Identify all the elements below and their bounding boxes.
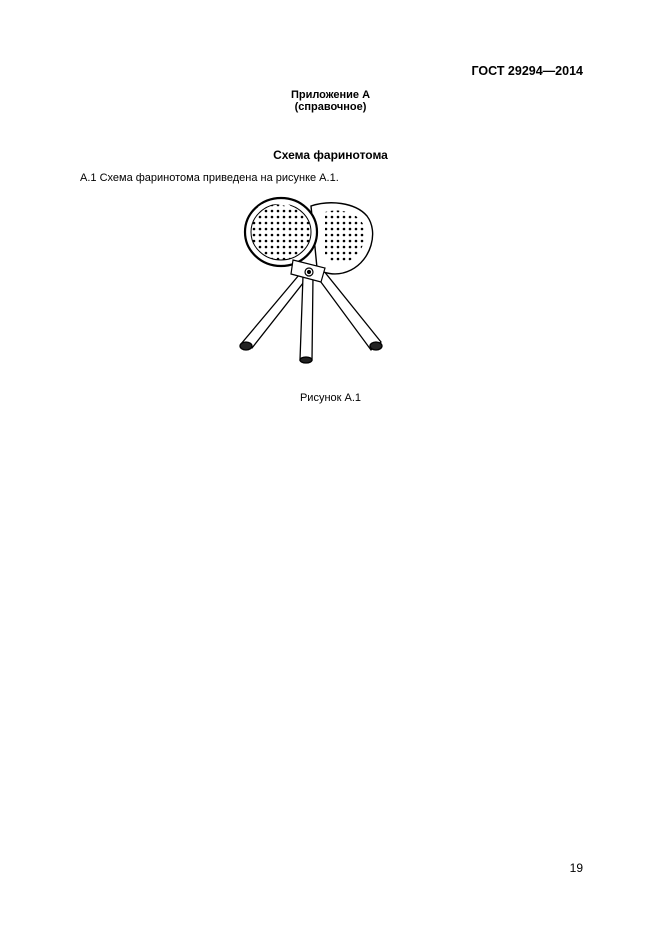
appendix-subtitle: (справочное) (294, 101, 367, 113)
farinotom-illustration-icon (233, 190, 391, 372)
farinotom-figure (233, 190, 391, 372)
document-standard-code: ГОСТ 29294—2014 (471, 64, 583, 78)
body-paragraph: А.1 Схема фаринотома приведена на рисунке А.1. (80, 172, 339, 184)
appendix-title: Приложение А (290, 89, 371, 101)
figure-caption: Рисунок А.1 (299, 392, 362, 404)
page-number: 19 (569, 861, 583, 875)
section-title: Схема фаринотома (273, 148, 388, 162)
